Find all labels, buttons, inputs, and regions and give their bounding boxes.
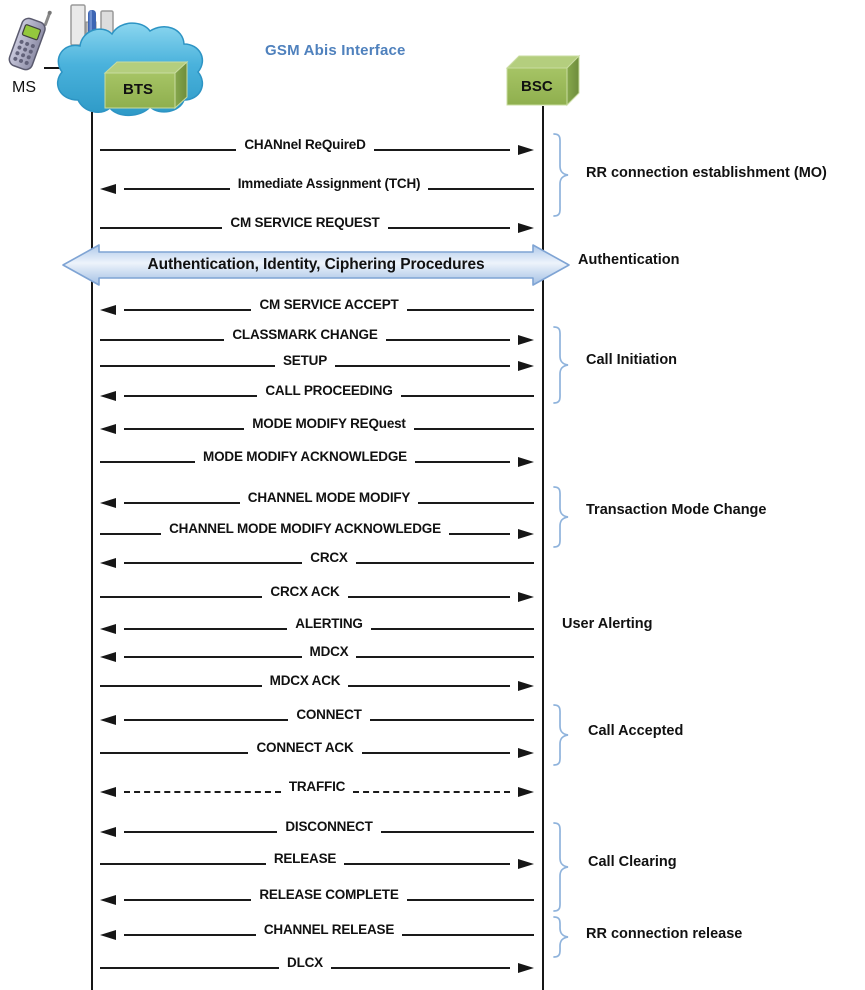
- phase-brace-icon: [551, 133, 573, 217]
- message-line: [414, 428, 534, 430]
- message-line: [374, 149, 510, 151]
- message-label: RELEASE: [273, 851, 337, 866]
- diagram-title: GSM Abis Interface: [265, 42, 406, 59]
- message-line: [386, 339, 510, 341]
- message-line: [100, 339, 224, 341]
- message-row: [100, 812, 534, 838]
- message-line: [353, 791, 510, 793]
- message-line: [100, 685, 262, 687]
- message-line: [100, 967, 279, 969]
- message-line: [418, 502, 534, 504]
- message-line: [124, 502, 240, 504]
- message-line: [124, 395, 257, 397]
- message-row: [100, 609, 534, 635]
- message-line: [371, 628, 534, 630]
- arrowhead-right-icon: [518, 529, 534, 539]
- phase-label: RR connection release: [586, 926, 743, 942]
- arrowhead-left-icon: [100, 391, 116, 401]
- bsc-lifeline: [542, 106, 544, 990]
- message-line: [124, 656, 302, 658]
- message-line: [124, 719, 288, 721]
- arrowhead-right-icon: [518, 681, 534, 691]
- message-row: [100, 169, 534, 195]
- message-line: [388, 227, 510, 229]
- arrowhead-right-icon: [518, 457, 534, 467]
- message-row: [100, 346, 534, 372]
- message-row: [100, 577, 534, 603]
- message-row: [100, 666, 534, 692]
- message-row: [100, 409, 534, 435]
- phase-label: User Alerting: [562, 616, 653, 632]
- message-line: [124, 188, 230, 190]
- arrowhead-right-icon: [518, 748, 534, 758]
- arrowhead-right-icon: [518, 361, 534, 371]
- message-label: MDCX ACK: [269, 673, 341, 688]
- arrowhead-left-icon: [100, 558, 116, 568]
- phase-label: Call Clearing: [588, 854, 677, 870]
- arrowhead-right-icon: [518, 223, 534, 233]
- phase-brace-icon: [551, 704, 573, 766]
- message-label: SETUP: [283, 353, 328, 368]
- arrowhead-right-icon: [518, 335, 534, 345]
- arrowhead-left-icon: [100, 652, 116, 662]
- message-label: ALERTING: [295, 616, 363, 631]
- message-line: [124, 628, 287, 630]
- arrowhead-left-icon: [100, 930, 116, 940]
- message-row: [100, 880, 534, 906]
- message-line: [124, 831, 277, 833]
- message-line: [124, 428, 244, 430]
- message-row: [100, 320, 534, 346]
- phase-brace-icon: [551, 822, 573, 912]
- message-label: CHANNEL MODE MODIFY ACKNOWLEDGE: [169, 521, 441, 536]
- message-line: [356, 656, 534, 658]
- message-label: DLCX: [287, 955, 323, 970]
- message-line: [356, 562, 534, 564]
- message-line: [124, 562, 302, 564]
- message-line: [100, 227, 222, 229]
- message-line: [335, 365, 510, 367]
- message-row: [100, 733, 534, 759]
- message-line: [381, 831, 534, 833]
- message-row: [100, 700, 534, 726]
- message-line: [100, 596, 262, 598]
- message-line: [362, 752, 510, 754]
- message-row: [100, 543, 534, 569]
- message-label: MODE MODIFY REQuest: [252, 416, 406, 431]
- message-line: [124, 934, 256, 936]
- arrowhead-right-icon: [518, 859, 534, 869]
- arrowhead-left-icon: [100, 895, 116, 905]
- message-line: [407, 899, 534, 901]
- message-line: [100, 149, 236, 151]
- message-label: MDCX: [309, 644, 349, 659]
- arrowhead-left-icon: [100, 787, 116, 797]
- message-line: [402, 934, 534, 936]
- message-label: CONNECT ACK: [256, 740, 354, 755]
- message-row: [100, 208, 534, 234]
- message-line: [100, 752, 248, 754]
- message-line: [100, 533, 161, 535]
- ms-label: MS: [12, 79, 36, 96]
- message-label: Immediate Assignment (TCH): [237, 176, 421, 191]
- message-label: MODE MODIFY ACKNOWLEDGE: [203, 449, 407, 464]
- message-line: [370, 719, 534, 721]
- message-row: [100, 290, 534, 316]
- arrowhead-left-icon: [100, 624, 116, 634]
- arrowhead-left-icon: [100, 827, 116, 837]
- message-label: CONNECT: [296, 707, 362, 722]
- message-label: CHANnel ReQuireD: [244, 137, 366, 152]
- phase-brace-icon: [551, 326, 573, 404]
- message-line: [344, 863, 510, 865]
- message-label: DISCONNECT: [285, 819, 373, 834]
- message-row: [100, 442, 534, 468]
- phase-label: Call Accepted: [588, 723, 684, 739]
- message-line: [100, 863, 266, 865]
- message-line: [100, 365, 275, 367]
- message-label: CM SERVICE REQUEST: [230, 215, 380, 230]
- message-label: CM SERVICE ACCEPT: [259, 297, 399, 312]
- phase-label: RR connection establishment (MO): [586, 165, 827, 181]
- message-row: [100, 637, 534, 663]
- message-row: [100, 483, 534, 509]
- message-label: CRCX ACK: [270, 584, 340, 599]
- message-label: CALL PROCEEDING: [265, 383, 393, 398]
- message-line: [449, 533, 510, 535]
- message-row: [100, 130, 534, 156]
- message-row: [100, 376, 534, 402]
- arrowhead-right-icon: [518, 963, 534, 973]
- message-line: [331, 967, 510, 969]
- message-label: RELEASE COMPLETE: [259, 887, 399, 902]
- ms-phone-icon: [7, 3, 52, 72]
- arrowhead-right-icon: [518, 592, 534, 602]
- message-line: [124, 791, 281, 793]
- message-row: [100, 948, 534, 974]
- bts-label: BTS: [123, 81, 153, 98]
- phase-label: Authentication: [578, 252, 680, 268]
- top-scene-graphic: [0, 0, 620, 130]
- arrowhead-left-icon: [100, 305, 116, 315]
- message-row: [100, 514, 534, 540]
- phase-brace-icon: [551, 916, 573, 958]
- message-line: [100, 461, 195, 463]
- arrowhead-right-icon: [518, 787, 534, 797]
- message-row: [100, 915, 534, 941]
- phase-label: Transaction Mode Change: [586, 502, 767, 518]
- message-label: CRCX: [310, 550, 348, 565]
- arrowhead-right-icon: [518, 145, 534, 155]
- message-label: CHANNEL RELEASE: [263, 922, 395, 937]
- message-label: CLASSMARK CHANGE: [232, 327, 378, 342]
- arrowhead-left-icon: [100, 184, 116, 194]
- message-line: [428, 188, 534, 190]
- message-line: [401, 395, 534, 397]
- bsc-label: BSC: [521, 78, 553, 95]
- message-line: [415, 461, 510, 463]
- arrowhead-left-icon: [100, 715, 116, 725]
- phase-brace-icon: [551, 486, 573, 548]
- message-label: TRAFFIC: [288, 779, 346, 794]
- message-line: [407, 309, 534, 311]
- message-line: [348, 685, 510, 687]
- message-line: [124, 309, 251, 311]
- authentication-block-arrow-label: Authentication, Identity, Ciphering Procedures: [147, 256, 485, 273]
- arrowhead-left-icon: [100, 498, 116, 508]
- phase-label: Call Initiation: [586, 352, 678, 368]
- arrowhead-left-icon: [100, 424, 116, 434]
- message-label: CHANNEL MODE MODIFY: [247, 490, 411, 505]
- message-row: [100, 844, 534, 870]
- message-line: [124, 899, 251, 901]
- message-row: [100, 772, 534, 798]
- message-line: [348, 596, 510, 598]
